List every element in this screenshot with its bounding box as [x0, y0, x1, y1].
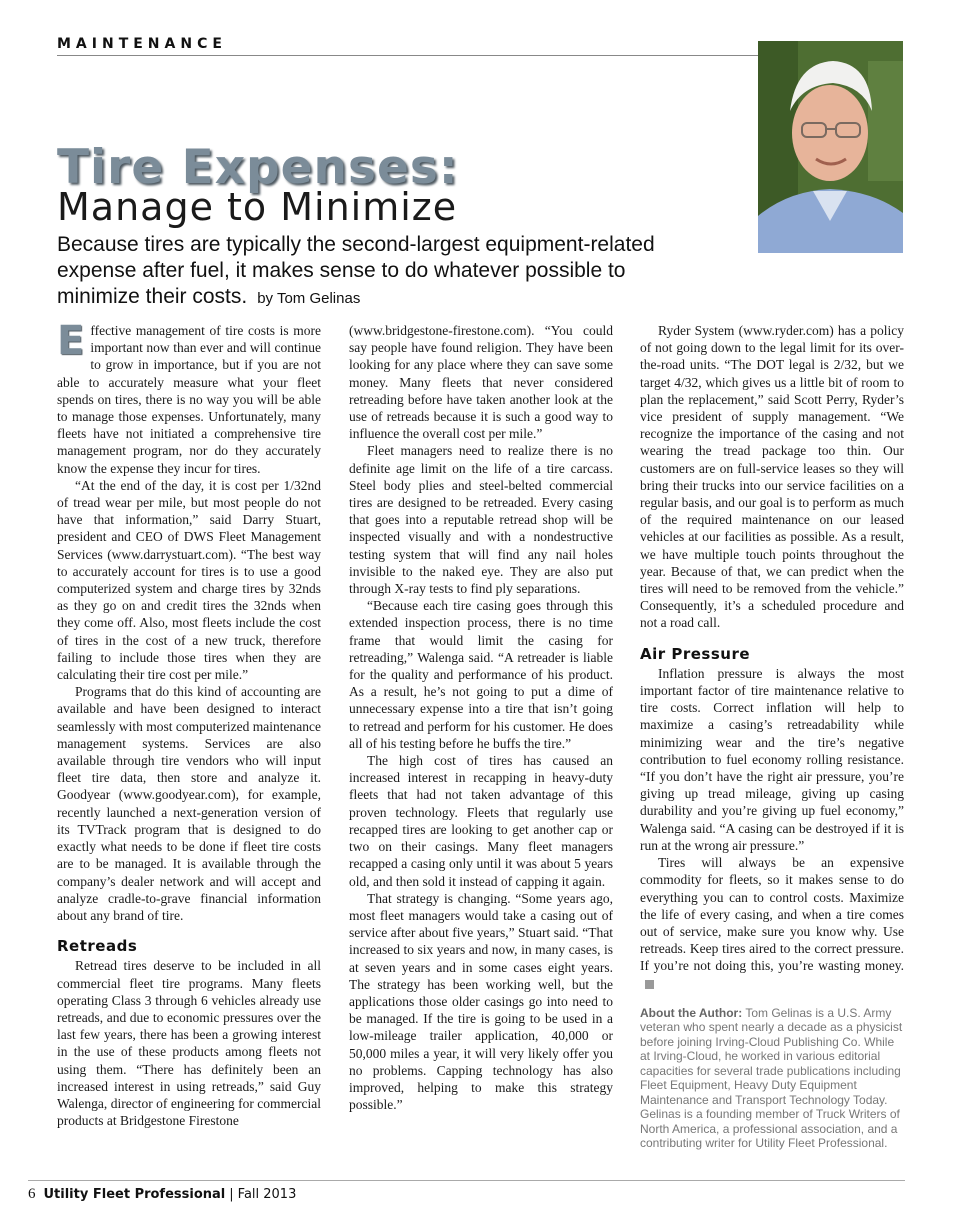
article-subtitle: Manage to Minimize [57, 185, 458, 229]
paragraph: “At the end of the day, it is cost per 1/32nd of tread wear per mile, but most people do not have that information,” said Darry Stuart, president and CEO of DWS Fleet Management Services (www.darrystuart.com). “The best way to accurately account for tires is to use a good computerized system and charge tires by 32nds as they go on and credit tires the 32nds when they come off. Also, most fleets include the cost of tires in the cost of a new truck, therefore failing to include those tires when they are calculating their tire cost per mile.” [57, 477, 321, 683]
author-photo [758, 41, 903, 253]
column-1 [57, 318, 321, 1129]
column-3 [640, 322, 904, 1151]
author-portrait-image [758, 41, 903, 253]
page-footer [28, 1186, 296, 1203]
subhead-air-pressure: Air Pressure [640, 644, 751, 663]
about-text: Tom Gelinas is a U.S. Army veteran who spent nearly a decade as a physicist before joining Irving-Cloud Publishing Co. While at Irving-Cloud, he worked in various editorial capacities for several trade publications including Fleet Equipment, Heavy Duty Equipment Maintenance and Transport Technology Today. Gelinas is a founding member of Truck Writers of North America, a professional association, and a contributing writer for Utility Fleet Professional. [640, 1005, 903, 1151]
byline: by Tom Gelinas [257, 290, 361, 307]
section-label: MAINTENANCE [57, 36, 227, 52]
paragraph: Fleet managers need to realize there is no definite age limit on the life of a tire carcass. Steel body plies and steel-belted commercial tires are designed to be retreaded. Every casing that goes into a reputable retread shop will be inspected visually and with a nondestructive testing system that will find any nail holes invisible to the naked eye. They are also put through X-ray tests to find ply separations. [349, 443, 613, 597]
issue-date: Fall 2013 [237, 1187, 297, 1202]
article-title: Tire Expenses: [57, 140, 459, 195]
paragraph: (www.bridgestone-firestone.com). “You could say people have found religion. They have been looking for any place where they can save some money. Many fleets that never considered retreading before have taken another look at the use of retreads because it is such a good way to influence the overall cost per mile.” [349, 323, 613, 442]
drop-cap: E [57, 318, 85, 364]
paragraph: That strategy is changing. “Some years ago, most fleet managers would take a casing out of service after about five years,” Stuart said. “That increased to six years and now, in many cases, is at seven years and in some cases eight years. The strategy has been working well, but the applications those older casings go into need to be managed. If the tire is going to be used in a low-mileage trailer application, 40,000 or 50,000 miles a year, it will very likely offer you no problems. Capping technology has also improved, helping to make this strategy possible.” [349, 890, 613, 1113]
page-number: 6 [28, 1186, 36, 1202]
article-deck [57, 232, 677, 312]
footer-separator: | [229, 1187, 234, 1202]
subhead-retreads: Retreads [57, 937, 138, 956]
paragraph [640, 854, 904, 992]
deck-text: Because tires are typically the second-largest equipment-related expense after fuel, it makes sense to do whatever possible to minimize their costs. [57, 233, 655, 308]
paragraph-text: Tires will always be an expensive commodity for fleets, so it makes sense to do everything you can to control costs. Maximize the life of every casing, and when a tire comes out of service, make sure you know why. Use retreads. Keep tires aired to the correct pressure. If you’re not doing this, you’re wasting money. [640, 855, 904, 974]
about-label: About the Author: [640, 1005, 743, 1020]
paragraph: Retread tires deserve to be included in all commercial fleet tire programs. Many fleets operating Class 3 through 6 vehicles already use retreads, and due to economic pressures over the last few years, there has been a growing interest in the use of these products among fleets not using them. “There has definitely been an increased interest in using retreads,” said Guy Walenga, director of engineering for commercial products at Bridgestone Firestone [57, 958, 321, 1129]
paragraph: Inflation pressure is always the most important factor of tire maintenance relative to tire costs. Correct inflation will help to maximize a casing’s retreadability while minimizing wear and the tire’s negative contribution to fuel economy rolling resistance. “If you don’t have the right air pressure, you’re giving up tread mileage, giving up casing durability and you’re giving up fuel economy,” Walenga said. “A casing can be destroyed if it is run at the wrong air pressure.” [640, 665, 904, 853]
end-mark-icon [645, 980, 654, 989]
paragraph: Programs that do this kind of accounting are available and have been designed to interact seamlessly with most computerized maintenance management systems. Services are also available through tire vendors who will input fleet tire data, then store and analyze it. Goodyear (www.goodyear.com), for example, recently launched a next-generation version of its TVTrack program that is designed to do exactly what needs to be done if fleet tire costs are to be managed. It is available through the company’s dealer network and will accept and analyze cradle-to-grave financial information about any brand of tire. [57, 684, 321, 923]
paragraph-text: ffective management of tire costs is more important now than ever and will continue to grow in importance, but if you are not able to accurately measure what your fleet spends on tires, there is no way you will be able to manage those expenses. Unfortunately, many fleets have not initiated a comprehensive tire management program, nor do they accurately know the expense they incur for tires. [57, 323, 321, 476]
paragraph: “Because each tire casing goes through this extended inspection process, there is no time frame that would limit the casing for retreading,” Walenga said. “A retreader is liable for the quality and performance of his product. As a result, he’s not going to put a dime of unnecessary expense into a tire that isn’t going to retread and perform for his customer. He does all of his testing before he buffs the tire.” [349, 598, 613, 751]
about-the-author [640, 1006, 904, 1151]
paragraph: The high cost of tires has caused an increased interest in recapping in heavy-duty fleets that had not taken advantage of this proven technology. Fleets that regularly use recapped tires are looking to get another cap or two on their casings. Many fleet managers recapped a casing only until it was about 5 years old, and then sold it instead of capping it again. [349, 753, 613, 889]
publication-name: Utility Fleet Professional [43, 1187, 226, 1202]
top-rule [57, 55, 760, 56]
bottom-rule [28, 1180, 905, 1181]
column-2 [349, 322, 613, 1113]
paragraph: Ryder System (www.ryder.com) has a policy of not going down to the legal limit for its over-the-road units. “The DOT legal is 2/32, but we target 4/32, which gives us a little bit of room to plan the replacement,” said Scott Perry, Ryder’s vice president of supply management. “We recognize the importance of the casing and not wearing the tread package too thin. Our customers are on full-service leases so they will bring their trucks into our service facilities on a regular basis, and our goal is to perform as much of the required maintenance on our leased vehicles at our facilities as possible. As a result, we have multiple touch points throughout the year. Because of that, we can predict when the tires will need to be removed from the vehicle.” Consequently, it’s a scheduled procedure and not a road call. [640, 323, 904, 631]
paragraph [57, 318, 321, 477]
